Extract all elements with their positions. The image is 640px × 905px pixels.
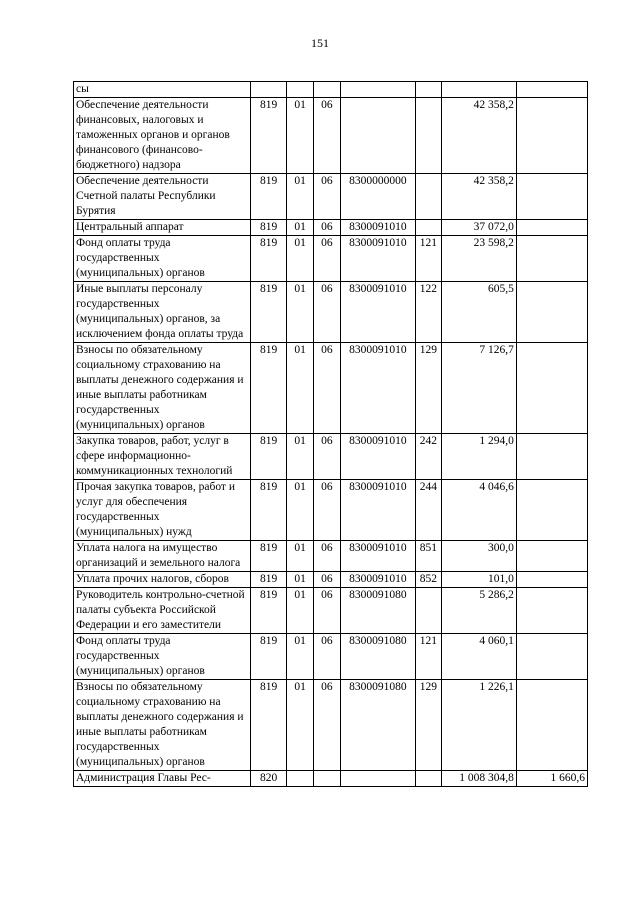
amount-2-cell (516, 343, 587, 434)
row-name-cell: Прочая закупка товаров, работ и услуг для обеспечения государственных (муниципальных) нужд (74, 480, 251, 541)
expense-type-cell: 851 (415, 541, 441, 572)
ministry-code-cell: 819 (251, 236, 287, 282)
section-cell: 01 (287, 174, 314, 220)
target-article-cell: 8300091080 (340, 588, 415, 634)
section-cell: 01 (287, 480, 314, 541)
subsection-cell: 06 (313, 174, 340, 220)
target-article-cell (340, 771, 415, 787)
table-row (74, 343, 588, 434)
amount-2-cell (516, 174, 587, 220)
table-row (74, 236, 588, 282)
section-cell: 01 (287, 541, 314, 572)
amount-cell: 101,0 (441, 572, 516, 588)
ministry-code-cell: 819 (251, 572, 287, 588)
row-name-cell: Уплата налога на имущество организаций и земельного налога (74, 541, 251, 572)
table-row (74, 82, 588, 98)
amount-cell: 300,0 (441, 541, 516, 572)
table-row (74, 634, 588, 680)
amount-cell: 42 358,2 (441, 174, 516, 220)
ministry-code-cell: 819 (251, 98, 287, 174)
ministry-code-cell: 819 (251, 680, 287, 771)
table-row (74, 282, 588, 343)
ministry-code-cell: 819 (251, 434, 287, 480)
amount-cell: 37 072,0 (441, 220, 516, 236)
amount-2-cell (516, 634, 587, 680)
subsection-cell: 06 (313, 634, 340, 680)
subsection-cell: 06 (313, 343, 340, 434)
subsection-cell: 06 (313, 588, 340, 634)
table-row (74, 220, 588, 236)
amount-cell: 4 060,1 (441, 634, 516, 680)
expense-type-cell (415, 82, 441, 98)
section-cell: 01 (287, 634, 314, 680)
table-row (74, 541, 588, 572)
expense-type-cell: 129 (415, 343, 441, 434)
table-row (74, 98, 588, 174)
section-cell: 01 (287, 680, 314, 771)
table-row (74, 588, 588, 634)
section-cell: 01 (287, 236, 314, 282)
subsection-cell: 06 (313, 236, 340, 282)
target-article-cell: 8300091010 (340, 282, 415, 343)
ministry-code-cell: 819 (251, 588, 287, 634)
amount-cell: 7 126,7 (441, 343, 516, 434)
expense-type-cell: 242 (415, 434, 441, 480)
amount-2-cell (516, 282, 587, 343)
row-name-cell: Уплата прочих налогов, сборов (74, 572, 251, 588)
row-name-cell: Обеспечение деятельности финансовых, налоговых и таможенных органов и органов финансового (финансово-бюджетного) надзора (74, 98, 251, 174)
amount-cell: 605,5 (441, 282, 516, 343)
subsection-cell: 06 (313, 572, 340, 588)
table-row (74, 480, 588, 541)
row-name-cell: Закупка товаров, работ, услуг в сфере информационно-коммуникационных технологий (74, 434, 251, 480)
amount-2-cell: 1 660,6 (516, 771, 587, 787)
ministry-code-cell (251, 82, 287, 98)
amount-cell: 5 286,2 (441, 588, 516, 634)
target-article-cell: 8300091080 (340, 680, 415, 771)
amount-cell: 4 046,6 (441, 480, 516, 541)
expense-type-cell: 129 (415, 680, 441, 771)
subsection-cell: 06 (313, 680, 340, 771)
section-cell (287, 82, 314, 98)
row-name-cell: Взносы по обязательному социальному страхованию на выплаты денежного содержания и иные выплаты работникам государственных (муниципальных) органов (74, 680, 251, 771)
section-cell: 01 (287, 434, 314, 480)
ministry-code-cell: 819 (251, 634, 287, 680)
target-article-cell (340, 98, 415, 174)
amount-cell: 1 294,0 (441, 434, 516, 480)
ministry-code-cell: 819 (251, 343, 287, 434)
ministry-code-cell: 819 (251, 174, 287, 220)
target-article-cell: 8300091010 (340, 541, 415, 572)
table-row (74, 680, 588, 771)
amount-2-cell (516, 220, 587, 236)
subsection-cell: 06 (313, 480, 340, 541)
subsection-cell (313, 82, 340, 98)
amount-2-cell (516, 236, 587, 282)
table-row (74, 572, 588, 588)
row-name-cell: Центральный аппарат (74, 220, 251, 236)
ministry-code-cell: 819 (251, 541, 287, 572)
section-cell: 01 (287, 98, 314, 174)
budget-table (73, 81, 588, 787)
amount-cell: 1 008 304,8 (441, 771, 516, 787)
row-name-cell: Фонд оплаты труда государственных (муниципальных) органов (74, 634, 251, 680)
section-cell: 01 (287, 282, 314, 343)
expense-type-cell: 121 (415, 634, 441, 680)
target-article-cell: 8300091010 (340, 236, 415, 282)
section-cell: 01 (287, 588, 314, 634)
amount-2-cell (516, 98, 587, 174)
amount-2-cell (516, 680, 587, 771)
table-row (74, 434, 588, 480)
amount-cell (441, 82, 516, 98)
subsection-cell: 06 (313, 220, 340, 236)
amount-2-cell (516, 572, 587, 588)
section-cell: 01 (287, 343, 314, 434)
target-article-cell: 8300000000 (340, 174, 415, 220)
expense-type-cell (415, 588, 441, 634)
ministry-code-cell: 819 (251, 480, 287, 541)
target-article-cell: 8300091010 (340, 572, 415, 588)
row-name-cell: Руководитель контрольно-счетной палаты субъекта Российской Федерации и его заместители (74, 588, 251, 634)
target-article-cell (340, 82, 415, 98)
section-cell: 01 (287, 220, 314, 236)
amount-cell: 1 226,1 (441, 680, 516, 771)
subsection-cell: 06 (313, 282, 340, 343)
subsection-cell (313, 771, 340, 787)
row-name-cell: сы (74, 82, 251, 98)
row-name-cell: Фонд оплаты труда государственных (муниципальных) органов (74, 236, 251, 282)
row-name-cell: Обеспечение деятельности Счетной палаты Республики Бурятия (74, 174, 251, 220)
target-article-cell: 8300091010 (340, 480, 415, 541)
expense-type-cell: 852 (415, 572, 441, 588)
expense-type-cell: 121 (415, 236, 441, 282)
table-row (74, 174, 588, 220)
section-cell: 01 (287, 572, 314, 588)
amount-cell: 23 598,2 (441, 236, 516, 282)
amount-2-cell (516, 82, 587, 98)
row-name-cell: Взносы по обязательному социальному страхованию на выплаты денежного содержания и иные выплаты работникам государственных (муниципальных) органов (74, 343, 251, 434)
expense-type-cell: 244 (415, 480, 441, 541)
target-article-cell: 8300091080 (340, 634, 415, 680)
expense-type-cell (415, 98, 441, 174)
expense-type-cell: 122 (415, 282, 441, 343)
expense-type-cell (415, 771, 441, 787)
expense-type-cell (415, 174, 441, 220)
target-article-cell: 8300091010 (340, 343, 415, 434)
section-cell (287, 771, 314, 787)
amount-2-cell (516, 541, 587, 572)
amount-2-cell (516, 588, 587, 634)
amount-2-cell (516, 480, 587, 541)
ministry-code-cell: 819 (251, 220, 287, 236)
subsection-cell: 06 (313, 541, 340, 572)
amount-cell: 42 358,2 (441, 98, 516, 174)
row-name-cell: Иные выплаты персоналу государственных (муниципальных) органов, за исключением фонда оплаты труда (74, 282, 251, 343)
subsection-cell: 06 (313, 98, 340, 174)
amount-2-cell (516, 434, 587, 480)
table-row (74, 771, 588, 787)
page-number: 151 (311, 36, 329, 50)
row-name-cell: Администрация Главы Рес- (74, 771, 251, 787)
target-article-cell: 8300091010 (340, 220, 415, 236)
target-article-cell: 8300091010 (340, 434, 415, 480)
ministry-code-cell: 820 (251, 771, 287, 787)
subsection-cell: 06 (313, 434, 340, 480)
expense-type-cell (415, 220, 441, 236)
ministry-code-cell: 819 (251, 282, 287, 343)
